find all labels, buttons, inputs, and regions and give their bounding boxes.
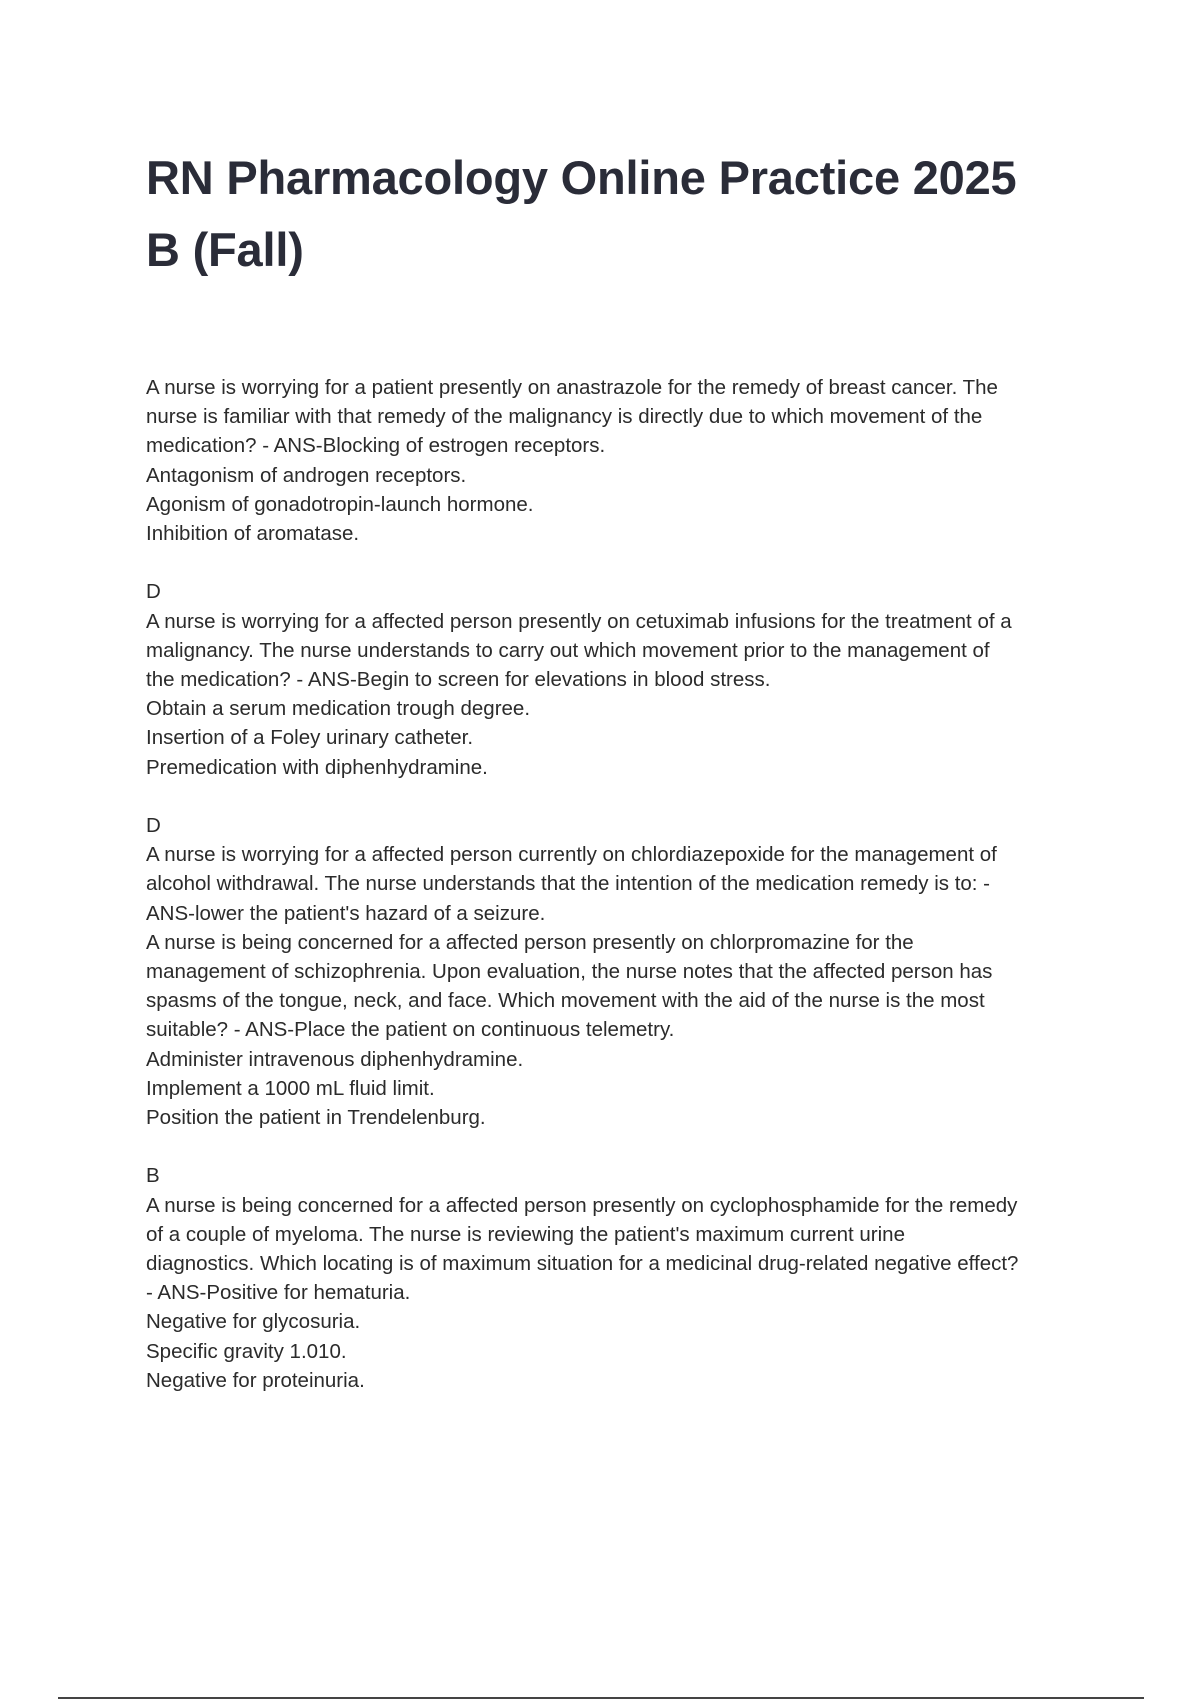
text-line: Premedication with diphenhydramine.: [146, 755, 488, 779]
text-line: A nurse is being concerned for a affected person presently on chlorpromazine for the: [146, 930, 914, 954]
text-line: Insertion of a Foley urinary catheter.: [146, 726, 474, 750]
text-line: malignancy. The nurse understands to carry out which movement prior to the management of: [146, 638, 990, 662]
text-line: Obtain a serum medication trough degree.: [146, 697, 531, 721]
text-line: Negative for proteinuria.: [146, 1368, 365, 1392]
text-line: A nurse is being concerned for a affected person presently on cyclophosphamide for the remedy: [146, 1193, 1018, 1217]
footer-divider: [58, 1697, 1144, 1699]
text-line: Agonism of gonadotropin-launch hormone.: [146, 492, 534, 516]
answer-key: D: [146, 580, 161, 604]
text-line: Administer intravenous diphenhydramine.: [146, 1047, 524, 1071]
text-line: Antagonism of androgen receptors.: [146, 463, 467, 487]
question-block: [146, 577, 1096, 781]
text-line: A nurse is worrying for a affected person presently on cetuximab infusions for the treatment of a: [146, 609, 1012, 633]
question-block: [146, 811, 1096, 1132]
question-content: [146, 373, 1096, 1395]
text-line: Inhibition of aromatase.: [146, 522, 360, 546]
text-line: spasms of the tongue, neck, and face. Which movement with the aid of the nurse is the most: [146, 989, 985, 1013]
text-line: diagnostics. Which locating is of maximum situation for a medicinal drug-related negative effect?: [146, 1252, 1019, 1276]
text-line: A nurse is worrying for a affected person currently on chlordiazepoxide for the management of: [146, 843, 997, 867]
text-line: management of schizophrenia. Upon evaluation, the nurse notes that the affected person has: [146, 960, 993, 984]
text-line: - ANS-Positive for hematuria.: [146, 1281, 411, 1305]
text-line: Implement a 1000 mL fluid limit.: [146, 1076, 435, 1100]
text-line: Specific gravity 1.010.: [146, 1339, 347, 1363]
text-line: Negative for glycosuria.: [146, 1310, 361, 1334]
title-line: B (Fall): [146, 223, 304, 276]
text-line: nurse is familiar with that remedy of the malignancy is directly due to which movement of the: [146, 405, 983, 429]
answer-key: D: [146, 814, 161, 838]
page-title: [146, 142, 1106, 286]
question-block: [146, 373, 1096, 548]
title-line: RN Pharmacology Online Practice 2025: [146, 151, 1017, 204]
text-line: ANS-lower the patient's hazard of a seizure.: [146, 901, 546, 925]
question-block: [146, 1161, 1096, 1395]
text-line: alcohol withdrawal. The nurse understands that the intention of the medication remedy is to: -: [146, 872, 991, 896]
text-line: the medication? - ANS-Begin to screen for elevations in blood stress.: [146, 668, 771, 692]
text-line: of a couple of myeloma. The nurse is reviewing the patient's maximum current urine: [146, 1222, 905, 1246]
text-line: A nurse is worrying for a patient presently on anastrazole for the remedy of breast cancer. The: [146, 376, 998, 399]
paragraph-gap: [146, 782, 1096, 811]
answer-key: B: [146, 1164, 160, 1188]
paragraph-gap: [146, 548, 1096, 577]
text-line: Position the patient in Trendelenburg.: [146, 1106, 486, 1130]
paragraph-gap: [146, 1132, 1096, 1161]
text-line: suitable? - ANS-Place the patient on continuous telemetry.: [146, 1018, 675, 1042]
text-line: medication? - ANS-Blocking of estrogen receptors.: [146, 434, 606, 458]
